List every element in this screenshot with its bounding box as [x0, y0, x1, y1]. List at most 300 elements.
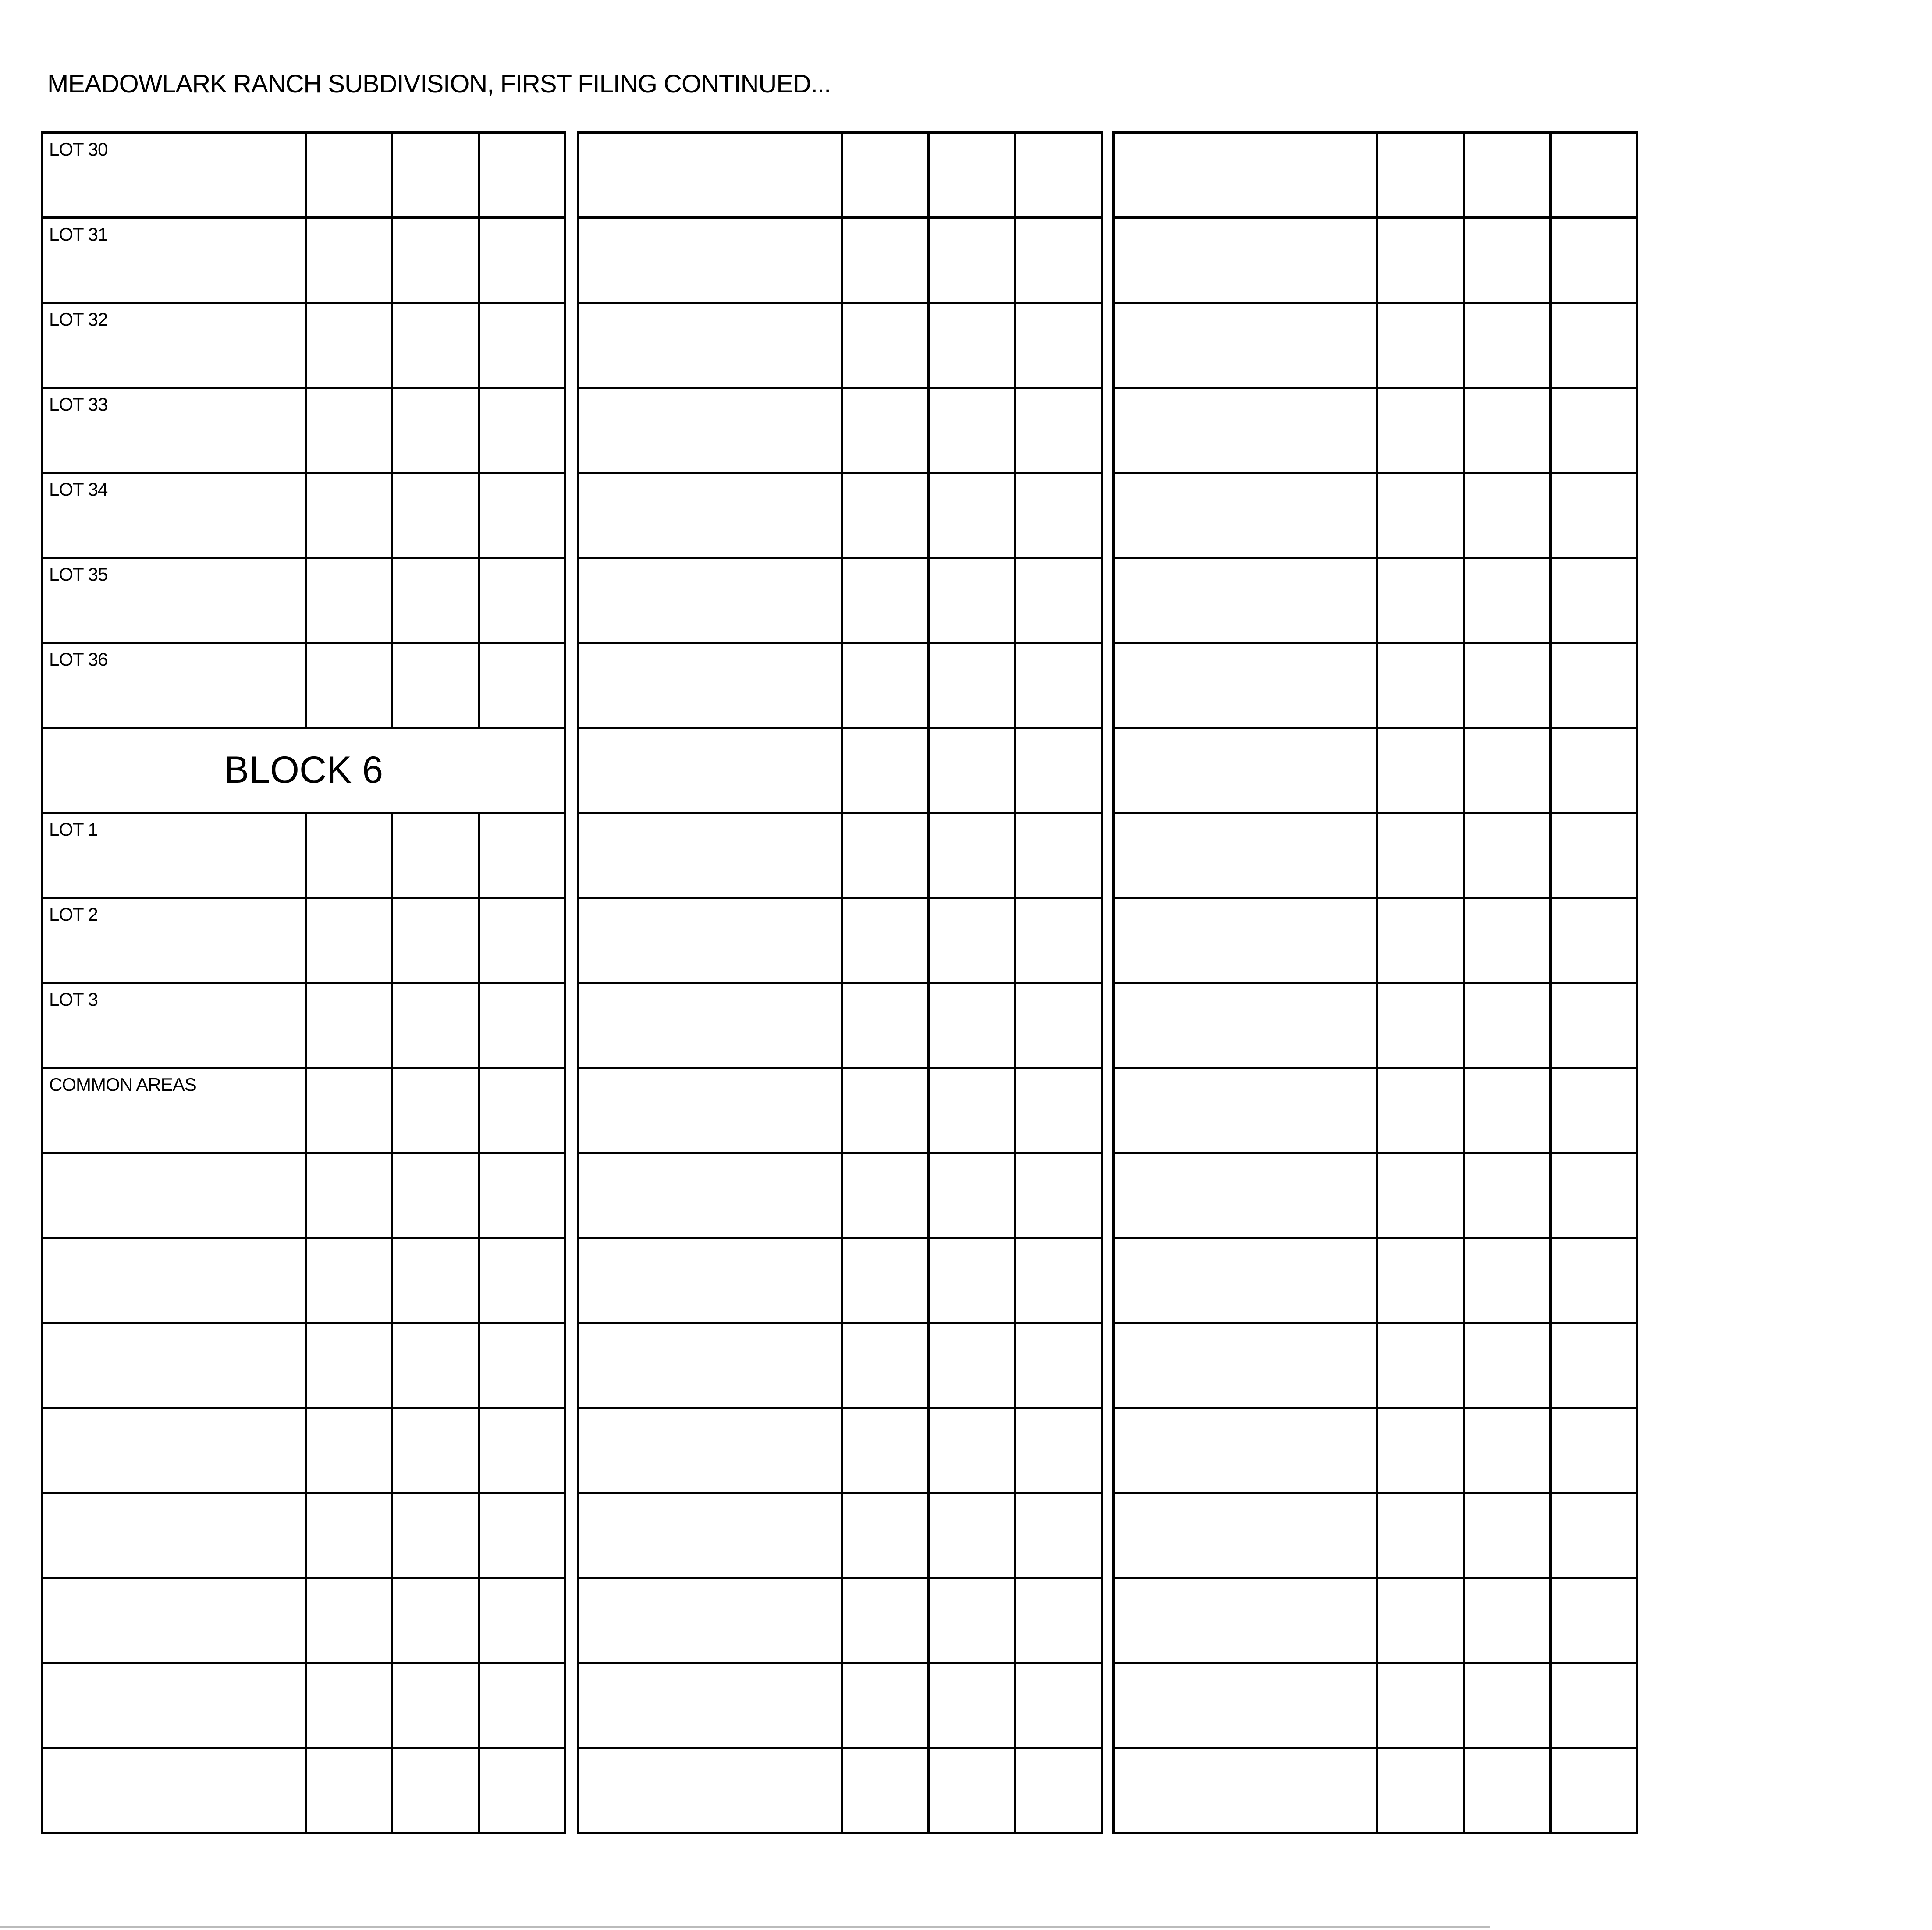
entry-cell[interactable]: [842, 1238, 929, 1323]
table-row: [42, 1068, 565, 1153]
lot-label: [579, 1409, 841, 1414]
entry-cell[interactable]: [842, 1153, 929, 1238]
lot-label-cell[interactable]: [1114, 473, 1378, 558]
table-row: [1114, 813, 1637, 898]
entry-cell[interactable]: [929, 983, 1015, 1068]
lot-label-cell[interactable]: [42, 643, 306, 728]
lot-label-cell[interactable]: [579, 1748, 842, 1833]
entry-cell[interactable]: [306, 643, 392, 728]
table-row: [1114, 728, 1637, 813]
entry-cell[interactable]: [1550, 643, 1637, 728]
lot-label-cell[interactable]: [42, 558, 306, 643]
entry-cell[interactable]: [929, 898, 1015, 983]
entry-cell[interactable]: [1015, 813, 1101, 898]
entry-cell[interactable]: [306, 388, 392, 473]
lot-label-cell[interactable]: [579, 1153, 842, 1238]
lot-label-cell[interactable]: [579, 133, 842, 218]
entry-cell[interactable]: [929, 1408, 1015, 1493]
entry-cell[interactable]: [392, 218, 479, 303]
entry-cell[interactable]: [1464, 1408, 1550, 1493]
table-row: [1114, 473, 1637, 558]
entry-cell[interactable]: [392, 813, 479, 898]
entry-cell[interactable]: [392, 983, 479, 1068]
entry-cell[interactable]: [479, 813, 565, 898]
entry-cell[interactable]: [1015, 133, 1101, 218]
lot-label: [43, 1324, 305, 1329]
lot-label-cell[interactable]: [1114, 1153, 1378, 1238]
entry-cell[interactable]: [392, 558, 479, 643]
entry-cell[interactable]: [392, 1323, 479, 1408]
entry-cell[interactable]: [1550, 388, 1637, 473]
lot-label: [1115, 219, 1376, 224]
entry-cell[interactable]: [479, 388, 565, 473]
entry-cell[interactable]: [842, 218, 929, 303]
entry-cell[interactable]: [1464, 1153, 1550, 1238]
entry-cell[interactable]: [306, 983, 392, 1068]
entry-cell[interactable]: [929, 303, 1015, 388]
entry-cell[interactable]: [1464, 473, 1550, 558]
entry-cell[interactable]: [1464, 303, 1550, 388]
entry-cell[interactable]: [1015, 1153, 1101, 1238]
entry-cell[interactable]: [1464, 1578, 1550, 1663]
lot-label-cell[interactable]: [579, 388, 842, 473]
entry-cell[interactable]: [1464, 728, 1550, 813]
entry-cell[interactable]: [1464, 643, 1550, 728]
entry-cell[interactable]: [1015, 388, 1101, 473]
entry-cell[interactable]: [929, 473, 1015, 558]
table-row: [579, 643, 1102, 728]
table-row: [579, 1578, 1102, 1663]
table-row: [579, 813, 1102, 898]
lot-label-cell[interactable]: [1114, 1493, 1378, 1578]
entry-cell[interactable]: [1378, 303, 1464, 388]
entry-cell[interactable]: [929, 1748, 1015, 1833]
entry-cell[interactable]: [842, 1408, 929, 1493]
table-row: [42, 643, 565, 728]
lot-label-cell[interactable]: [42, 1578, 306, 1663]
entry-cell[interactable]: [1378, 1153, 1464, 1238]
lot-label: [579, 134, 841, 139]
table-row: [42, 728, 565, 813]
lot-label-cell[interactable]: [579, 1493, 842, 1578]
entry-cell[interactable]: [1550, 1238, 1637, 1323]
lot-label-cell[interactable]: [42, 1663, 306, 1748]
lot-label: [579, 1494, 841, 1499]
lot-label: [1115, 729, 1376, 734]
entry-cell[interactable]: [1464, 983, 1550, 1068]
entry-cell[interactable]: [842, 813, 929, 898]
entry-cell[interactable]: [1378, 388, 1464, 473]
entry-cell[interactable]: [929, 1238, 1015, 1323]
table-row: [42, 813, 565, 898]
table-row: [579, 1493, 1102, 1578]
entry-cell[interactable]: [1464, 1068, 1550, 1153]
lot-table-right: [1112, 131, 1638, 1834]
entry-cell[interactable]: [1550, 1153, 1637, 1238]
entry-cell[interactable]: [1464, 1493, 1550, 1578]
entry-cell[interactable]: [842, 1068, 929, 1153]
lot-label: [579, 729, 841, 734]
entry-cell[interactable]: [1378, 133, 1464, 218]
entry-cell[interactable]: [1464, 388, 1550, 473]
table-row: [1114, 133, 1637, 218]
entry-cell[interactable]: [392, 1748, 479, 1833]
lot-label: [1115, 899, 1376, 904]
lot-label-cell[interactable]: [579, 1663, 842, 1748]
entry-cell[interactable]: [306, 1493, 392, 1578]
entry-cell[interactable]: [1550, 1408, 1637, 1493]
lot-label: [1115, 814, 1376, 819]
entry-cell[interactable]: [306, 473, 392, 558]
entry-cell[interactable]: [1015, 1748, 1101, 1833]
entry-cell[interactable]: [1550, 1493, 1637, 1578]
entry-cell[interactable]: [1550, 1068, 1637, 1153]
entry-cell[interactable]: [1015, 1663, 1101, 1748]
entry-cell[interactable]: [479, 218, 565, 303]
entry-cell[interactable]: [1378, 473, 1464, 558]
lot-label: [43, 1664, 305, 1669]
entry-cell[interactable]: [842, 303, 929, 388]
lot-label-cell[interactable]: [42, 1323, 306, 1408]
lot-label-cell[interactable]: [1114, 1068, 1378, 1153]
lot-label: [579, 1749, 841, 1754]
entry-cell[interactable]: [929, 558, 1015, 643]
lot-label-cell[interactable]: [1114, 133, 1378, 218]
entry-cell[interactable]: [392, 1238, 479, 1323]
entry-cell[interactable]: [392, 1408, 479, 1493]
lot-label-cell[interactable]: [1114, 558, 1378, 643]
lot-label: LOT 34: [49, 479, 108, 500]
entry-cell[interactable]: [1378, 813, 1464, 898]
entry-cell[interactable]: [479, 1493, 565, 1578]
lot-label-cell[interactable]: [1114, 983, 1378, 1068]
lot-label-cell[interactable]: [42, 1493, 306, 1578]
lot-label-cell[interactable]: [1114, 643, 1378, 728]
entry-cell[interactable]: [1015, 1493, 1101, 1578]
lot-label-cell[interactable]: [42, 813, 306, 898]
entry-cell[interactable]: [306, 218, 392, 303]
entry-cell[interactable]: [1464, 1663, 1550, 1748]
entry-cell[interactable]: [1464, 1323, 1550, 1408]
table-row: [579, 728, 1102, 813]
lot-label-cell[interactable]: [579, 813, 842, 898]
entry-cell[interactable]: [479, 1663, 565, 1748]
table-row: [42, 1578, 565, 1663]
entry-cell[interactable]: [929, 1663, 1015, 1748]
lot-label-cell[interactable]: [42, 1408, 306, 1493]
lot-label-cell[interactable]: [1114, 303, 1378, 388]
entry-cell[interactable]: [842, 1748, 929, 1833]
entry-cell[interactable]: [1015, 898, 1101, 983]
lot-label-cell[interactable]: [579, 303, 842, 388]
entry-cell[interactable]: [392, 388, 479, 473]
entry-cell[interactable]: [1550, 898, 1637, 983]
lot-label-cell[interactable]: [42, 1748, 306, 1833]
entry-cell[interactable]: [842, 728, 929, 813]
table-row: [1114, 303, 1637, 388]
entry-cell[interactable]: [479, 1323, 565, 1408]
lot-label-cell[interactable]: [42, 303, 306, 388]
lot-label: [1115, 1239, 1376, 1244]
lot-label-cell[interactable]: [1114, 1408, 1378, 1493]
entry-cell[interactable]: [479, 643, 565, 728]
entry-cell[interactable]: [392, 473, 479, 558]
lot-label-cell[interactable]: [1114, 388, 1378, 473]
entry-cell[interactable]: [1550, 813, 1637, 898]
lot-label-cell[interactable]: [42, 898, 306, 983]
entry-cell[interactable]: [1015, 218, 1101, 303]
lot-label-cell[interactable]: [42, 473, 306, 558]
lot-label-cell[interactable]: [579, 1238, 842, 1323]
entry-cell[interactable]: [929, 133, 1015, 218]
entry-cell[interactable]: [479, 1578, 565, 1663]
entry-cell[interactable]: [392, 643, 479, 728]
entry-cell[interactable]: [842, 388, 929, 473]
table-row: [1114, 1323, 1637, 1408]
entry-cell[interactable]: [1550, 1578, 1637, 1663]
lot-label-cell[interactable]: [579, 1068, 842, 1153]
entry-cell[interactable]: [1015, 643, 1101, 728]
entry-cell[interactable]: [1015, 1068, 1101, 1153]
entry-cell[interactable]: [842, 473, 929, 558]
lot-label-cell[interactable]: [579, 728, 842, 813]
lot-label: LOT 31: [49, 224, 108, 245]
table-row: [1114, 1408, 1637, 1493]
entry-cell[interactable]: [1015, 558, 1101, 643]
entry-cell[interactable]: [929, 1493, 1015, 1578]
entry-cell[interactable]: [1464, 1238, 1550, 1323]
entry-cell[interactable]: [1378, 1493, 1464, 1578]
entry-cell[interactable]: [1550, 558, 1637, 643]
entry-cell[interactable]: [1378, 898, 1464, 983]
entry-cell[interactable]: [1378, 983, 1464, 1068]
entry-cell[interactable]: [479, 983, 565, 1068]
entry-cell[interactable]: [1378, 1238, 1464, 1323]
lot-label-cell[interactable]: [42, 1153, 306, 1238]
lot-label-cell[interactable]: [579, 1578, 842, 1663]
lot-label-cell[interactable]: [42, 1068, 306, 1153]
lot-label-cell[interactable]: [579, 473, 842, 558]
table-row: [579, 1663, 1102, 1748]
entry-cell[interactable]: [1015, 1408, 1101, 1493]
entry-cell[interactable]: [392, 1663, 479, 1748]
entry-cell[interactable]: [842, 133, 929, 218]
lot-label: LOT 36: [49, 649, 108, 670]
entry-cell[interactable]: [842, 1323, 929, 1408]
entry-cell[interactable]: [1464, 813, 1550, 898]
entry-cell[interactable]: [1378, 1408, 1464, 1493]
lot-label-cell[interactable]: [42, 1238, 306, 1323]
lot-label-cell[interactable]: [579, 898, 842, 983]
entry-cell[interactable]: [1378, 218, 1464, 303]
entry-cell[interactable]: [1015, 728, 1101, 813]
entry-cell[interactable]: [479, 1408, 565, 1493]
entry-cell[interactable]: [929, 813, 1015, 898]
lot-label-cell[interactable]: [579, 983, 842, 1068]
lot-label: [579, 474, 841, 479]
lot-label: [579, 1154, 841, 1159]
entry-cell[interactable]: [306, 898, 392, 983]
lot-label-cell[interactable]: [42, 983, 306, 1068]
entry-cell[interactable]: [392, 1153, 479, 1238]
lot-label-cell[interactable]: [1114, 218, 1378, 303]
lot-label: [579, 1324, 841, 1329]
entry-cell[interactable]: [1550, 1748, 1637, 1833]
lot-label-cell[interactable]: [42, 388, 306, 473]
entry-cell[interactable]: [306, 1153, 392, 1238]
entry-cell[interactable]: [392, 1578, 479, 1663]
entry-cell[interactable]: [1550, 1323, 1637, 1408]
table-row: [579, 558, 1102, 643]
lot-label-cell[interactable]: [1114, 898, 1378, 983]
table-row: [579, 898, 1102, 983]
entry-cell[interactable]: [392, 303, 479, 388]
entry-cell[interactable]: [306, 1663, 392, 1748]
entry-cell[interactable]: [1378, 1323, 1464, 1408]
entry-cell[interactable]: [1550, 303, 1637, 388]
table-row: [579, 218, 1102, 303]
lot-label: [1115, 1409, 1376, 1414]
table-row: [579, 133, 1102, 218]
lot-label: [1115, 474, 1376, 479]
lot-label: [1115, 1324, 1376, 1329]
entry-cell[interactable]: [392, 898, 479, 983]
entry-cell[interactable]: [1015, 473, 1101, 558]
lot-label-cell[interactable]: [579, 1408, 842, 1493]
lot-label: LOT 3: [49, 989, 98, 1010]
lot-label: [43, 1579, 305, 1584]
entry-cell[interactable]: [1378, 728, 1464, 813]
lot-label-cell[interactable]: [1114, 813, 1378, 898]
entry-cell[interactable]: [479, 1153, 565, 1238]
lot-label-cell[interactable]: [579, 558, 842, 643]
page-bottom-edge: [0, 1926, 1490, 1928]
entry-cell[interactable]: [1378, 558, 1464, 643]
lot-label: [43, 1494, 305, 1499]
table-row: [42, 558, 565, 643]
entry-cell[interactable]: [1550, 1663, 1637, 1748]
entry-cell[interactable]: [392, 1068, 479, 1153]
entry-cell[interactable]: [842, 1493, 929, 1578]
entry-cell[interactable]: [1015, 1578, 1101, 1663]
lot-label-cell[interactable]: [1114, 1323, 1378, 1408]
entry-cell[interactable]: [1464, 133, 1550, 218]
entry-cell[interactable]: [1464, 898, 1550, 983]
lot-label: LOT 1: [49, 819, 98, 840]
table-row: [1114, 558, 1637, 643]
entry-cell[interactable]: [306, 1068, 392, 1153]
entry-cell[interactable]: [842, 1663, 929, 1748]
entry-cell[interactable]: [929, 388, 1015, 473]
lot-label-cell[interactable]: [1114, 1578, 1378, 1663]
entry-cell[interactable]: [1550, 473, 1637, 558]
entry-cell[interactable]: [1378, 1578, 1464, 1663]
entry-cell[interactable]: [842, 558, 929, 643]
entry-cell[interactable]: [1378, 1663, 1464, 1748]
entry-cell[interactable]: [842, 643, 929, 728]
entry-cell[interactable]: [1550, 983, 1637, 1068]
entry-cell[interactable]: [306, 133, 392, 218]
lot-label: [579, 304, 841, 309]
block-header: BLOCK 6: [42, 728, 565, 813]
entry-cell[interactable]: [929, 728, 1015, 813]
entry-cell[interactable]: [929, 643, 1015, 728]
entry-cell[interactable]: [1378, 1068, 1464, 1153]
lot-label-cell[interactable]: [1114, 1663, 1378, 1748]
entry-cell[interactable]: [306, 1408, 392, 1493]
entry-cell[interactable]: [1378, 1748, 1464, 1833]
lot-label-cell[interactable]: [1114, 728, 1378, 813]
entry-cell[interactable]: [929, 1323, 1015, 1408]
lot-label-cell[interactable]: [42, 218, 306, 303]
entry-cell[interactable]: [929, 1068, 1015, 1153]
lot-label: LOT 2: [49, 904, 98, 925]
table-row: [42, 1238, 565, 1323]
entry-cell[interactable]: [842, 1578, 929, 1663]
entry-cell[interactable]: [479, 1238, 565, 1323]
lot-label-cell[interactable]: [42, 133, 306, 218]
entry-cell[interactable]: [479, 473, 565, 558]
entry-cell[interactable]: [1015, 303, 1101, 388]
entry-cell[interactable]: [1015, 1238, 1101, 1323]
entry-cell[interactable]: [842, 898, 929, 983]
lot-label: [1115, 559, 1376, 564]
lot-label-cell[interactable]: [1114, 1748, 1378, 1833]
entry-cell[interactable]: [1464, 558, 1550, 643]
entry-cell[interactable]: [1015, 983, 1101, 1068]
entry-cell[interactable]: [306, 1323, 392, 1408]
entry-cell[interactable]: [306, 1578, 392, 1663]
entry-cell[interactable]: [479, 303, 565, 388]
table-row: [1114, 1238, 1637, 1323]
lot-label: [579, 814, 841, 819]
lot-label-cell[interactable]: [579, 218, 842, 303]
entry-cell[interactable]: [479, 898, 565, 983]
entry-cell[interactable]: [479, 558, 565, 643]
table-row: [1114, 218, 1637, 303]
entry-cell[interactable]: [1464, 218, 1550, 303]
lot-label-cell[interactable]: [579, 1323, 842, 1408]
entry-cell[interactable]: [1464, 1748, 1550, 1833]
entry-cell[interactable]: [1550, 728, 1637, 813]
entry-cell[interactable]: [1015, 1323, 1101, 1408]
entry-cell[interactable]: [929, 1153, 1015, 1238]
entry-cell[interactable]: [1550, 133, 1637, 218]
entry-cell[interactable]: [1378, 643, 1464, 728]
lot-label-cell[interactable]: [579, 643, 842, 728]
entry-cell[interactable]: [1550, 218, 1637, 303]
entry-cell[interactable]: [929, 1578, 1015, 1663]
table-row: [42, 303, 565, 388]
lot-label-cell[interactable]: [1114, 1238, 1378, 1323]
entry-cell[interactable]: [479, 1068, 565, 1153]
entry-cell[interactable]: [306, 1748, 392, 1833]
entry-cell[interactable]: [306, 558, 392, 643]
entry-cell[interactable]: [392, 133, 479, 218]
lot-label: COMMON AREAS: [49, 1074, 196, 1095]
entry-cell[interactable]: [479, 1748, 565, 1833]
entry-cell[interactable]: [929, 218, 1015, 303]
entry-cell[interactable]: [842, 983, 929, 1068]
lot-label: [1115, 389, 1376, 394]
lot-label: [579, 1579, 841, 1584]
lot-label: [579, 559, 841, 564]
entry-cell[interactable]: [479, 133, 565, 218]
entry-cell[interactable]: [306, 813, 392, 898]
entry-cell[interactable]: [392, 1493, 479, 1578]
entry-cell[interactable]: [306, 1238, 392, 1323]
entry-cell[interactable]: [306, 303, 392, 388]
